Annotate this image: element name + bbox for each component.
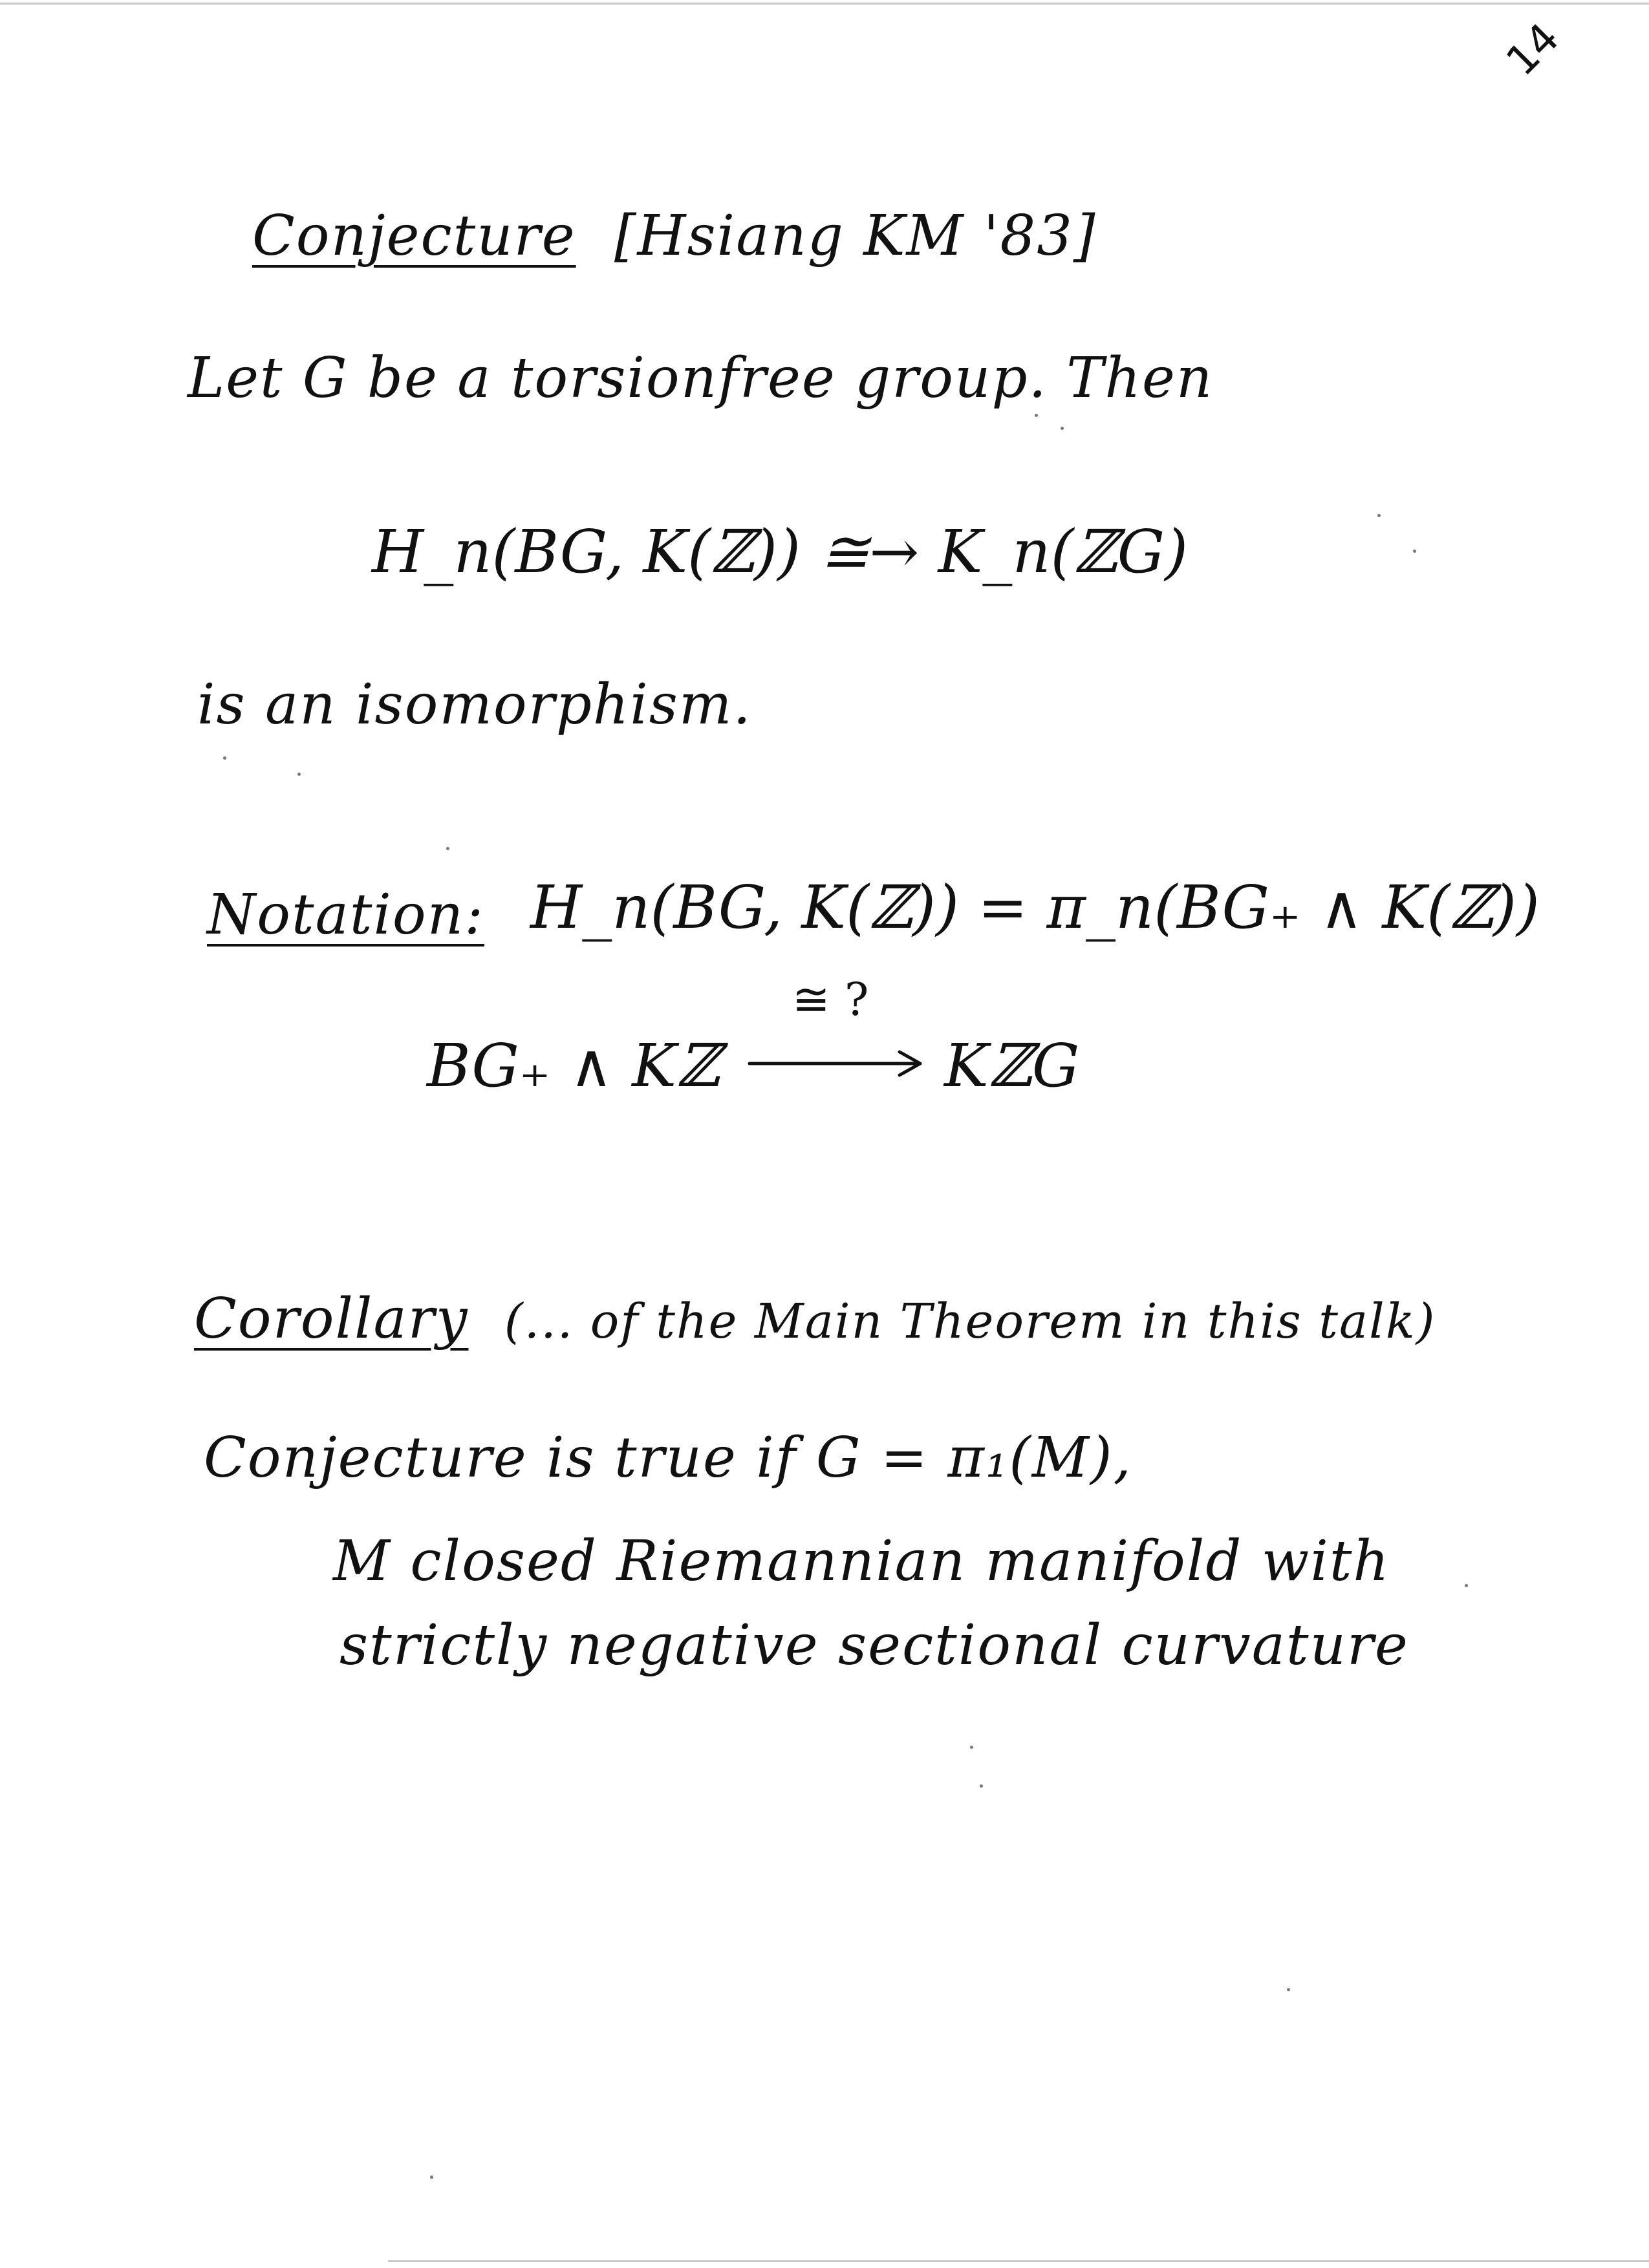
conjecture-formula: H_n(BG, K(ℤ)) ≅→ K_n(ℤG)	[372, 517, 1189, 586]
scan-speck	[1287, 1988, 1290, 1991]
conjecture-citation: [Hsiang KM '83]	[614, 204, 1097, 268]
notation-heading-wrap	[207, 883, 484, 947]
notation-formula2-left: BG₊ ∧ Kℤ	[427, 1031, 720, 1100]
corollary-header	[194, 1287, 1436, 1351]
conjecture-heading: Conjecture	[252, 204, 576, 268]
conjecture-line2: is an isomorphism.	[197, 672, 752, 737]
scan-speck	[1413, 550, 1416, 553]
scan-speck	[1465, 1584, 1468, 1587]
scan-speck	[430, 2176, 433, 2179]
scan-speck	[1035, 414, 1038, 417]
notation-arrow-label: ≅ ?	[792, 973, 869, 1026]
conjecture-line1: Let G be a torsionfree group. Then	[188, 346, 1214, 411]
corollary-line3: strictly negative sectional curvature	[339, 1613, 1409, 1678]
corollary-heading: Corollary	[194, 1287, 469, 1351]
long-arrow-icon	[747, 1044, 928, 1083]
scan-speck	[1061, 427, 1064, 430]
scan-speck	[980, 1784, 983, 1788]
notation-formula1: H_n(BG, K(ℤ)) = π_n(BG₊ ∧ K(ℤ))	[530, 873, 1540, 942]
scan-speck	[223, 756, 226, 760]
scan-edge-bottom	[388, 2260, 1649, 2262]
scan-speck	[297, 773, 301, 776]
conjecture-header	[252, 204, 1097, 268]
scan-speck	[446, 847, 449, 850]
notation-formula2-right: KℤG	[944, 1031, 1080, 1100]
scan-speck	[1377, 514, 1381, 517]
scan-speck	[970, 1746, 973, 1749]
corollary-note: (... of the Main Theorem in this talk)	[504, 1294, 1436, 1349]
page-number: 14	[1497, 14, 1569, 85]
corollary-line1: Conjecture is true if G = π₁(M),	[204, 1426, 1132, 1490]
scan-edge-top	[0, 3, 1649, 5]
notation-heading: Notation:	[207, 883, 485, 947]
corollary-line2: M closed Riemannian manifold with	[333, 1529, 1390, 1594]
